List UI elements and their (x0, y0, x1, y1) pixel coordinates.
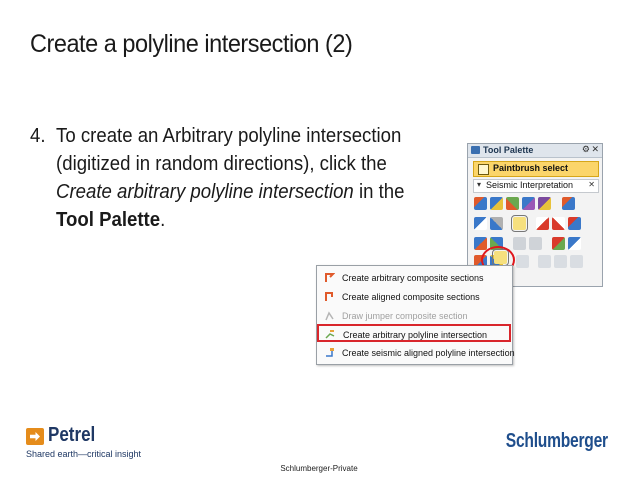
tool-icon[interactable] (529, 237, 542, 250)
menu-item-label: Create arbitrary composite sections (342, 273, 484, 283)
tool-icon[interactable] (506, 197, 519, 210)
settings-icon[interactable]: ⚙ (581, 144, 590, 154)
tool-icon[interactable] (513, 237, 526, 250)
tool-icon[interactable] (513, 217, 526, 230)
schlumberger-logo: Schlumberger (505, 430, 608, 452)
tool-icon[interactable] (522, 197, 535, 210)
tool-icon[interactable] (490, 197, 503, 210)
step-line-4-rest: . (160, 209, 166, 231)
paintbrush-icon (478, 164, 489, 175)
menu-item-arbitrary-composite[interactable] (318, 269, 510, 287)
tool-icon[interactable] (538, 255, 551, 268)
tool-palette-titlebar (468, 144, 602, 158)
jumper-composite-icon (324, 310, 335, 321)
menu-item-aligned-composite[interactable] (318, 288, 510, 306)
aligned-composite-icon (324, 291, 335, 302)
tool-icon[interactable] (536, 217, 549, 230)
paintbrush-select-label: Paintbrush select (493, 163, 569, 173)
close-icon[interactable]: ✕ (591, 144, 599, 154)
group-close-icon[interactable]: ✕ (588, 180, 595, 189)
tool-icon[interactable] (554, 255, 567, 268)
menu-item-seismic-aligned-polyline[interactable] (318, 344, 515, 362)
tool-icon[interactable] (490, 217, 503, 230)
tool-icon[interactable] (568, 217, 581, 230)
tool-icon[interactable] (474, 237, 487, 250)
tool-palette-icon (471, 146, 480, 154)
tool-icon[interactable] (516, 255, 529, 268)
tool-icon[interactable] (552, 237, 565, 250)
tool-palette-emphasis: Tool Palette (56, 209, 161, 231)
menu-item-arbitrary-polyline-intersection[interactable] (317, 324, 511, 342)
tool-name-emphasis: Create arbitrary polyline intersection (56, 181, 354, 203)
tool-icon[interactable] (538, 197, 551, 210)
step-line-2: (digitized in random directions), click the (56, 153, 387, 175)
group-label: Seismic Interpretation (486, 180, 574, 190)
menu-item-label: Create seismic aligned polyline intersection (342, 348, 515, 358)
slide-title: Create a polyline intersection (2) (30, 30, 353, 58)
tool-icon[interactable] (570, 255, 583, 268)
tool-icon[interactable] (474, 197, 487, 210)
step-line-3-rest: in the (353, 181, 405, 203)
tool-icon[interactable] (474, 217, 487, 230)
seismic-aligned-polyline-icon (324, 347, 335, 358)
collapse-arrow-icon[interactable]: ▾ (477, 180, 482, 189)
tool-icon[interactable] (562, 197, 575, 210)
petrel-brand: Petrel (48, 424, 96, 446)
step-number: 4. (30, 125, 46, 147)
paintbrush-select-button[interactable] (473, 161, 599, 177)
menu-item-label: Create aligned composite sections (342, 292, 480, 302)
tool-icon[interactable] (568, 237, 581, 250)
step-line-4 (56, 206, 437, 234)
step-line-1: To create an Arbitrary polyline intersection (56, 125, 402, 147)
tool-icon[interactable] (552, 217, 565, 230)
menu-item-jumper-composite (318, 307, 510, 325)
arbitrary-polyline-icon (325, 329, 336, 340)
seismic-interpretation-group[interactable] (473, 179, 599, 193)
step-line-3 (56, 178, 437, 206)
menu-item-label: Draw jumper composite section (342, 311, 468, 321)
menu-item-label: Create arbitrary polyline intersection (343, 330, 488, 340)
arbitrary-composite-icon (324, 272, 335, 283)
classification-label: Schlumberger-Private (280, 464, 358, 473)
petrel-tagline: Shared earth—critical insight (26, 449, 142, 459)
tool-palette-title: Tool Palette (483, 145, 534, 155)
petrel-logo-icon (26, 428, 44, 445)
polyline-tool-dropdown-menu (316, 265, 513, 365)
